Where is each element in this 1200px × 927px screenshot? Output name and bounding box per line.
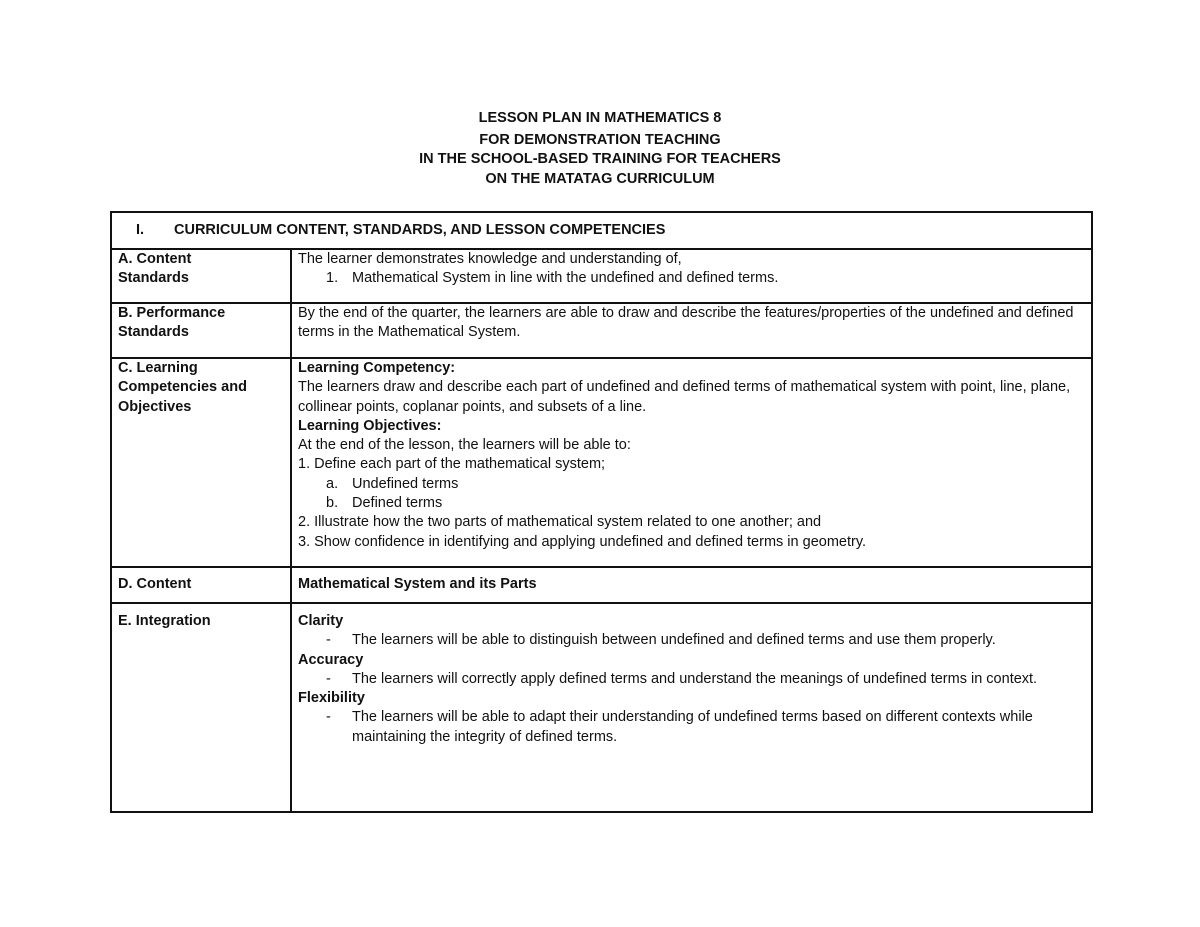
row-body-content-standards [291, 249, 1092, 303]
objectives-heading: Learning Objectives: [298, 417, 442, 434]
row-label-performance-standards [111, 303, 291, 358]
clarity-text: The learners will be able to distinguish between undefined and defined terms and use them properly. [352, 632, 996, 649]
row-body-content: Mathematical System and its Parts [291, 567, 1092, 603]
label-line: C. Learning [118, 360, 198, 376]
table-row-integration [111, 603, 1092, 812]
label-line: Objectives [118, 398, 192, 415]
accuracy-item [298, 670, 1085, 689]
section-header-row [111, 212, 1092, 249]
item-text: Undefined terms [352, 475, 459, 492]
item-letter: a. [326, 475, 339, 492]
section-heading: CURRICULUM CONTENT, STANDARDS, AND LESSON COMPETENCIES [174, 221, 666, 238]
objective-1a [298, 475, 1085, 494]
document-title [0, 109, 1200, 189]
row-label-integration: E. Integration [111, 603, 291, 812]
table-row-content [111, 567, 1092, 603]
label-line: Standards [118, 270, 189, 287]
dash-bullet: - [326, 670, 331, 687]
flexibility-text: The learners will be able to adapt their understanding of undefined terms based on different contexts while maintaining the integrity of defined terms. [352, 709, 1033, 745]
flexibility-item [298, 708, 1085, 747]
title-line-4: ON THE MATATAG CURRICULUM [485, 170, 715, 187]
objective-1: 1. Define each part of the mathematical system; [298, 456, 606, 473]
dash-bullet: - [326, 632, 331, 649]
row-body-learning-competencies [291, 358, 1092, 567]
clarity-item [298, 631, 1085, 650]
lesson-plan-table [110, 211, 1093, 813]
table-row-content-standards [111, 249, 1092, 303]
clarity-heading: Clarity [298, 613, 344, 629]
item-number: 1. [326, 270, 339, 287]
objective-3: 3. Show confidence in identifying and applying undefined and defined terms in geometry. [298, 533, 867, 550]
item-letter: b. [326, 495, 339, 512]
accuracy-text: The learners will correctly apply defined terms and understand the meanings of undefined terms in context. [352, 670, 1038, 687]
item-text: Mathematical System in line with the undefined and defined terms. [352, 270, 779, 287]
label-line: B. Performance [118, 305, 226, 321]
content-standards-item-1 [298, 269, 1085, 288]
title-line-1: LESSON PLAN IN MATHEMATICS 8 [478, 110, 722, 126]
objective-2: 2. Illustrate how the two parts of mathematical system related to one another; and [298, 514, 822, 531]
section-number: I. [136, 221, 145, 238]
table-row-performance-standards [111, 303, 1092, 358]
title-line-3: IN THE SCHOOL-BASED TRAINING FOR TEACHERS [419, 151, 781, 168]
accuracy-heading: Accuracy [298, 651, 364, 668]
row-body-performance-standards: By the end of the quarter, the learners are able to draw and describe the features/properties of the undefined and defined terms in the Mathematical System. [291, 303, 1092, 358]
title-line-2: FOR DEMONSTRATION TEACHING [479, 131, 721, 148]
label-line: A. Content [118, 251, 192, 267]
competency-text: The learners draw and describe each part of undefined and defined terms of mathematical system with point, line, plane, collinear points, coplanar points, and subsets of a line. [298, 379, 1071, 415]
row-label-learning-competencies [111, 358, 291, 567]
row-label-content: D. Content [111, 567, 291, 603]
row-label-content-standards [111, 249, 291, 303]
label-line: Competencies and [118, 379, 247, 396]
dash-bullet: - [326, 709, 331, 726]
objective-1b [298, 494, 1085, 513]
objectives-intro: At the end of the lesson, the learners will be able to: [298, 437, 631, 454]
row-body-integration [291, 603, 1092, 812]
label-line: Standards [118, 324, 189, 341]
content-standards-intro: The learner demonstrates knowledge and understanding of, [298, 251, 682, 267]
table-row-learning-competencies [111, 358, 1092, 567]
flexibility-heading: Flexibility [298, 690, 365, 707]
section-header [111, 212, 1092, 249]
competency-heading: Learning Competency: [298, 360, 456, 376]
item-text: Defined terms [352, 495, 443, 512]
